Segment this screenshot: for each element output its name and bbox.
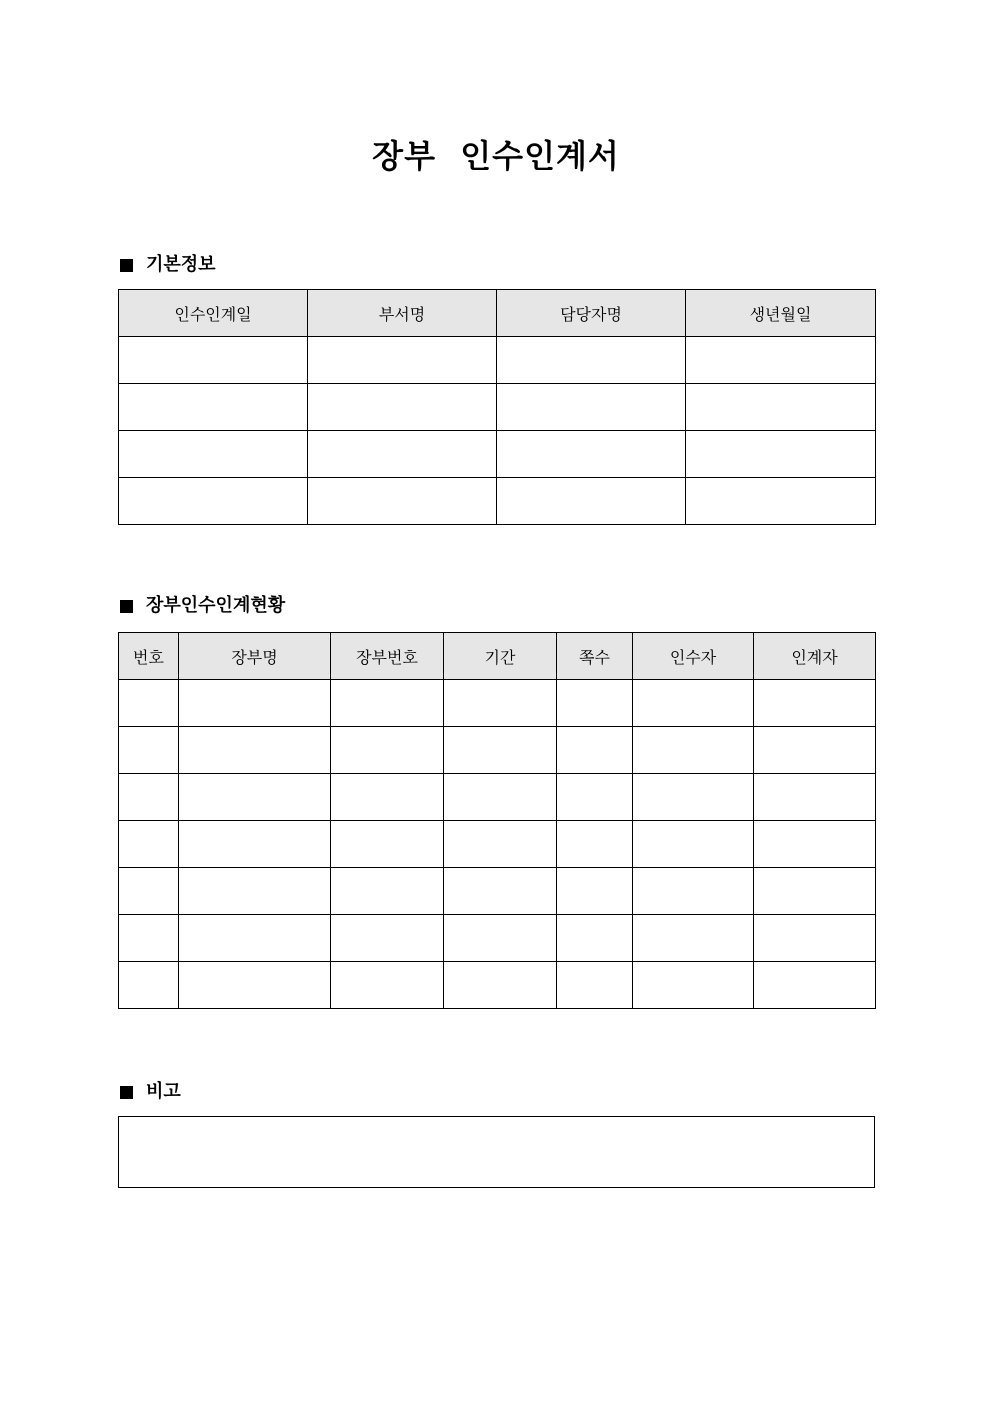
table-cell[interactable] bbox=[686, 431, 876, 478]
table-cell[interactable] bbox=[633, 868, 754, 915]
table-cell[interactable] bbox=[119, 774, 179, 821]
table-cell[interactable] bbox=[754, 727, 876, 774]
table-header-row bbox=[119, 290, 876, 337]
page-title: 장부 인수인계서 bbox=[372, 137, 620, 175]
table-cell[interactable] bbox=[686, 384, 876, 431]
column-header-birth-date: 생년월일 bbox=[686, 290, 876, 337]
column-header-ledger-number: 장부번호 bbox=[331, 633, 444, 680]
section-heading-handover-status bbox=[118, 594, 285, 618]
table-cell[interactable] bbox=[497, 384, 686, 431]
table-cell[interactable] bbox=[444, 727, 557, 774]
table-cell[interactable] bbox=[179, 915, 331, 962]
table-cell[interactable] bbox=[179, 962, 331, 1009]
table-cell[interactable] bbox=[497, 478, 686, 525]
table-cell[interactable] bbox=[754, 680, 876, 727]
column-header-person-in-charge: 담당자명 bbox=[497, 290, 686, 337]
table-cell[interactable] bbox=[331, 868, 444, 915]
table-cell[interactable] bbox=[497, 337, 686, 384]
table-cell[interactable] bbox=[331, 774, 444, 821]
table-cell[interactable] bbox=[557, 821, 633, 868]
table-cell[interactable] bbox=[331, 821, 444, 868]
table-row bbox=[119, 680, 876, 727]
table-cell[interactable] bbox=[119, 868, 179, 915]
table-cell[interactable] bbox=[754, 915, 876, 962]
table-cell[interactable] bbox=[331, 962, 444, 1009]
table-cell[interactable] bbox=[754, 774, 876, 821]
table-cell[interactable] bbox=[754, 962, 876, 1009]
table-cell[interactable] bbox=[119, 384, 308, 431]
column-header-receiver: 인수자 bbox=[633, 633, 754, 680]
table-cell[interactable] bbox=[633, 915, 754, 962]
table-cell[interactable] bbox=[557, 962, 633, 1009]
table-cell[interactable] bbox=[633, 774, 754, 821]
table-cell[interactable] bbox=[179, 821, 331, 868]
table-cell[interactable] bbox=[179, 727, 331, 774]
table-cell[interactable] bbox=[331, 915, 444, 962]
section-heading-remarks bbox=[118, 1080, 181, 1104]
section-title-handover-status: 장부인수인계현황 bbox=[146, 595, 286, 616]
table-cell[interactable] bbox=[633, 680, 754, 727]
table-row bbox=[119, 384, 876, 431]
column-header-number: 번호 bbox=[119, 633, 179, 680]
square-bullet-icon bbox=[120, 600, 133, 613]
table-row bbox=[119, 821, 876, 868]
table-cell[interactable] bbox=[497, 431, 686, 478]
column-header-ledger-name: 장부명 bbox=[179, 633, 331, 680]
table-cell[interactable] bbox=[444, 774, 557, 821]
column-header-department: 부서명 bbox=[308, 290, 497, 337]
table-row bbox=[119, 774, 876, 821]
table-cell[interactable] bbox=[557, 915, 633, 962]
table-cell[interactable] bbox=[308, 384, 497, 431]
table-cell[interactable] bbox=[686, 478, 876, 525]
table-cell[interactable] bbox=[686, 337, 876, 384]
table-row bbox=[119, 915, 876, 962]
table-row bbox=[119, 868, 876, 915]
table-cell[interactable] bbox=[119, 821, 179, 868]
table-cell[interactable] bbox=[557, 727, 633, 774]
table-cell[interactable] bbox=[119, 727, 179, 774]
table-cell[interactable] bbox=[308, 337, 497, 384]
square-bullet-icon bbox=[120, 259, 133, 272]
table-cell[interactable] bbox=[557, 680, 633, 727]
table-header-row bbox=[119, 633, 876, 680]
table-cell[interactable] bbox=[308, 478, 497, 525]
table-row bbox=[119, 478, 876, 525]
column-header-period: 기간 bbox=[444, 633, 557, 680]
table-cell[interactable] bbox=[444, 680, 557, 727]
table-cell[interactable] bbox=[557, 774, 633, 821]
table-cell[interactable] bbox=[119, 431, 308, 478]
table-cell[interactable] bbox=[119, 478, 308, 525]
table-cell[interactable] bbox=[557, 868, 633, 915]
table-cell[interactable] bbox=[633, 962, 754, 1009]
table-cell[interactable] bbox=[179, 774, 331, 821]
square-bullet-icon bbox=[120, 1086, 133, 1099]
section-title-remarks: 비고 bbox=[146, 1081, 181, 1102]
table-cell[interactable] bbox=[119, 680, 179, 727]
table-cell[interactable] bbox=[444, 821, 557, 868]
table-cell[interactable] bbox=[331, 727, 444, 774]
table-row bbox=[119, 337, 876, 384]
table-cell[interactable] bbox=[119, 915, 179, 962]
table-cell[interactable] bbox=[308, 431, 497, 478]
section-heading-basic-info bbox=[118, 253, 216, 277]
table-cell[interactable] bbox=[119, 962, 179, 1009]
table-row bbox=[119, 727, 876, 774]
table-cell[interactable] bbox=[444, 915, 557, 962]
column-header-handover-date: 인수인계일 bbox=[119, 290, 308, 337]
column-header-page-count: 쪽수 bbox=[557, 633, 633, 680]
table-cell[interactable] bbox=[119, 337, 308, 384]
basic-info-table bbox=[118, 289, 876, 525]
column-header-handover-person: 인계자 bbox=[754, 633, 876, 680]
remarks-box[interactable] bbox=[118, 1116, 875, 1188]
table-cell[interactable] bbox=[754, 821, 876, 868]
table-cell[interactable] bbox=[754, 868, 876, 915]
table-row bbox=[119, 431, 876, 478]
table-row bbox=[119, 962, 876, 1009]
table-cell[interactable] bbox=[633, 727, 754, 774]
table-cell[interactable] bbox=[179, 868, 331, 915]
handover-status-table bbox=[118, 632, 876, 1009]
table-cell[interactable] bbox=[179, 680, 331, 727]
table-cell[interactable] bbox=[444, 868, 557, 915]
table-cell[interactable] bbox=[633, 821, 754, 868]
section-title-basic-info: 기본정보 bbox=[146, 254, 216, 275]
table-cell[interactable] bbox=[444, 962, 557, 1009]
table-cell[interactable] bbox=[331, 680, 444, 727]
